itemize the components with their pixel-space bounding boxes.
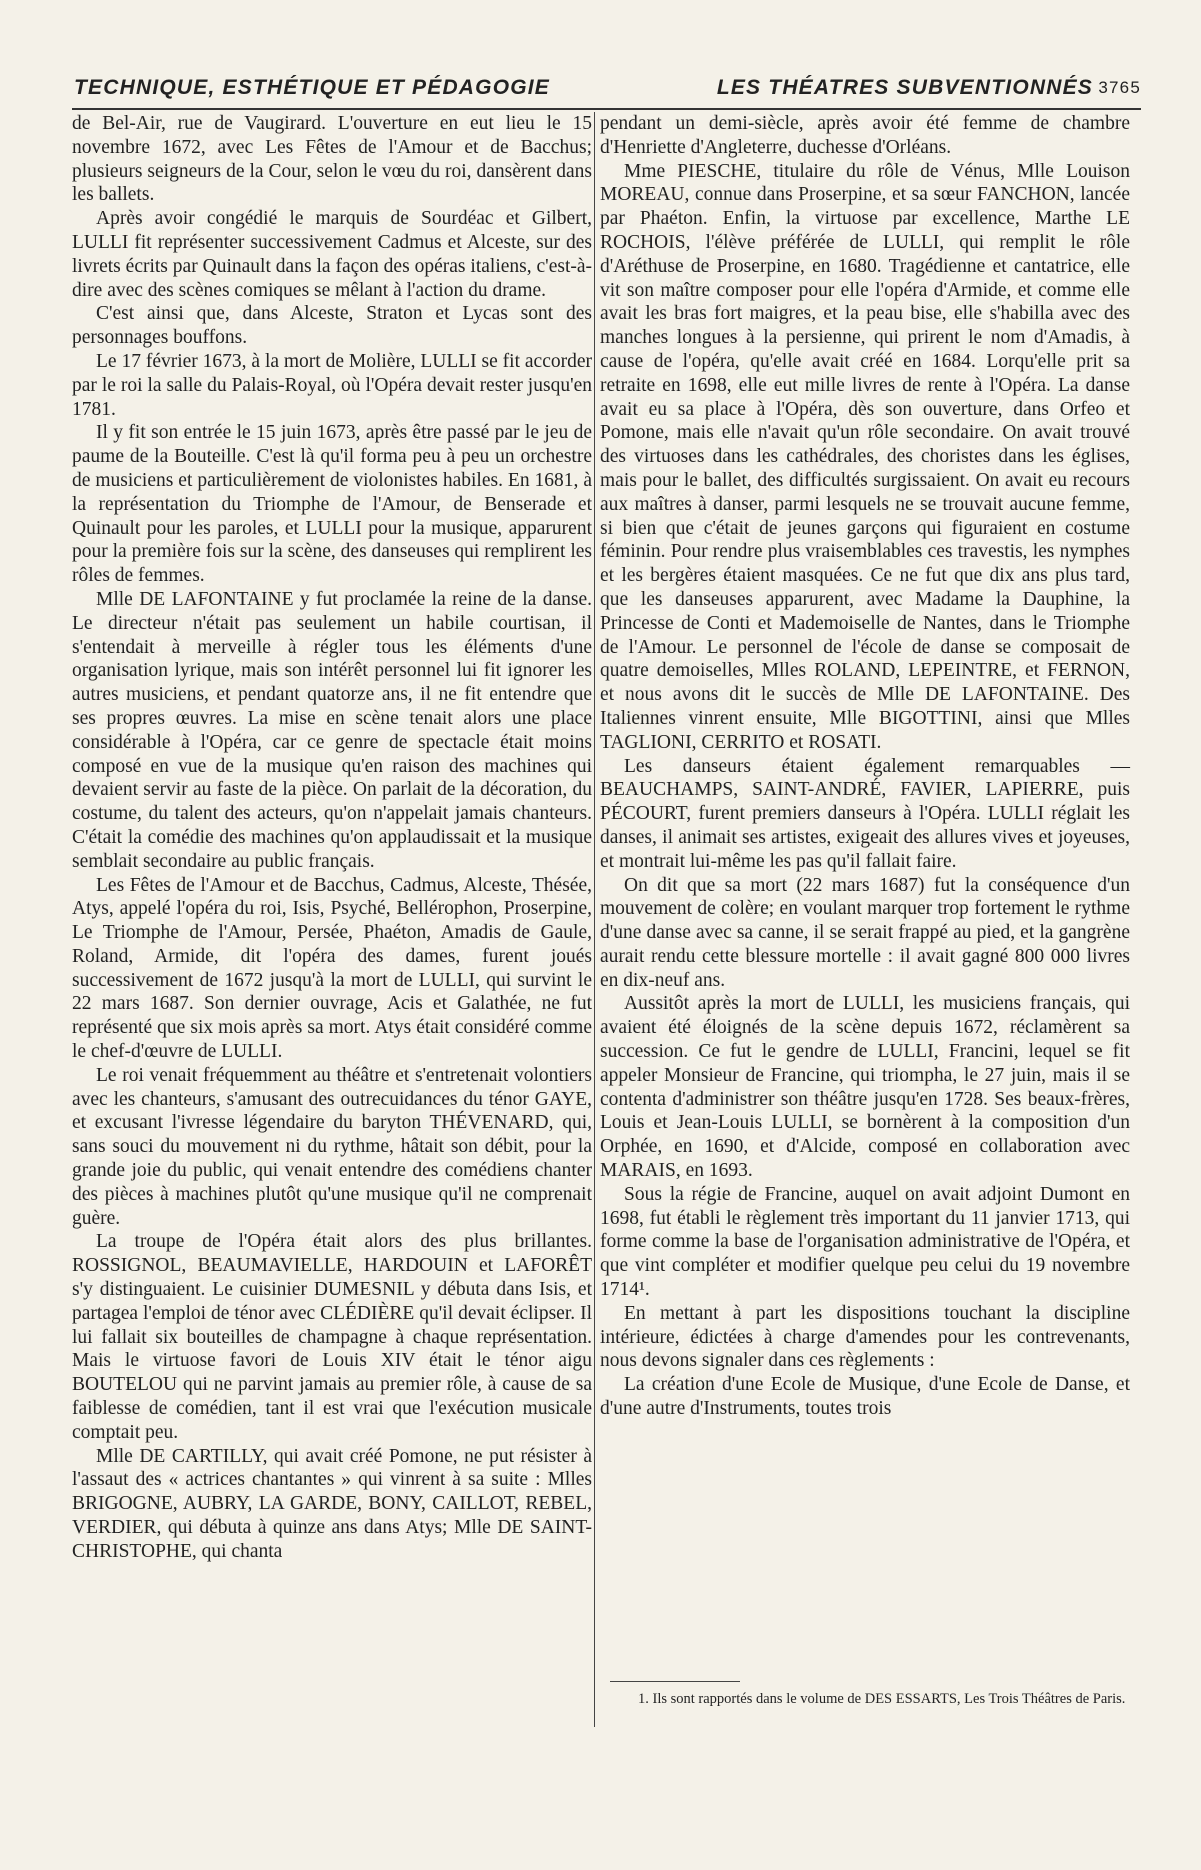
- paragraph: Après avoir congédié le marquis de Sourdéac et Gilbert, LULLI fit représenter successivement Cadmus et Alceste, sur des livrets écrits par Quinault dans la façon des opéras italiens, c'est-à-dire avec des scènes comiques se mêlant à l'action du drame.: [72, 208, 592, 301]
- left-column: [72, 112, 592, 1564]
- header-right-title: LES THÉATRES SUBVENTIONNÉS: [716, 76, 1093, 99]
- paragraph: pendant un demi-siècle, après avoir été femme de chambre d'Henriette d'Angleterre, duchesse d'Orléans.: [600, 113, 1130, 158]
- paragraph: Le roi venait fréquemment au théâtre et s'entretenait volontiers avec les chanteurs, s'amusant des outrecuidances du ténor GAYE, et excusant l'ivresse légendaire du baryton THÉVENARD, qui, sans souci du mouvement ni du rythme, hâtait son débit, pour la grande joie du public, qui venait entendre des comédiens chanter des pièces à machines plutôt qu'une musique qu'il ne comprenait guère.: [72, 1064, 592, 1229]
- right-column: [600, 112, 1130, 1421]
- paragraph: Les Fêtes de l'Amour et de Bacchus, Cadmus, Alceste, Thésée, Atys, appelé l'opéra du roi, Isis, Psyché, Bellérophon, Proserpine, Le Triomphe de l'Amour, Persée, Phaéton, Amadis de Gaule, Roland, Armide, dit l'opéra des dames, furent joués successivement de 1672 jusqu'à la mort de LULLI, qui survint le 22 mars 1687. Son dernier ouvrage, Acis et Galathée, ne fut représenté que six mois après sa mort. Atys était considéré comme le chef-d'œuvre de LULLI.: [72, 874, 592, 1063]
- footnote-rule: [610, 1681, 740, 1682]
- paragraph: C'est ainsi que, dans Alceste, Straton et Lycas sont des personnages bouffons.: [72, 303, 592, 349]
- paragraph: de Bel-Air, rue de Vaugirard. L'ouverture en eut lieu le 15 novembre 1672, avec Les Fêtes de l'Amour et de Bacchus; plusieurs seigneurs de la Cour, selon le vœu du roi, dansèrent dans les ballets.: [72, 113, 592, 206]
- paragraph: En mettant à part les dispositions touchant la discipline intérieure, édictées à charge d'amendes pour les contrevenants, nous devons signaler dans ces règlements :: [600, 1302, 1130, 1372]
- paragraph: Mlle DE LAFONTAINE y fut proclamée la reine de la danse. Le directeur n'était pas seulement un habile courtisan, il s'entendait à merveille à régler tous les éléments d'une organisation lyrique, mais son intérêt personnel lui fit ignorer les autres musiciens, et pendant quatorze ans, il ne fit entendre que ses propres œuvres. La mise en scène tenait alors une place considérable à l'Opéra, car ce genre de spectacle était moins composé en vue de la musique qu'en raison des machines qui devaient servir au faste de la pièce. On parlait de la décoration, du costume, du talent des acteurs, qu'on n'appelait jamais chanteurs. C'était la comédie des machines qu'on applaudissait et la musique semblait secondaire au public français.: [72, 588, 592, 872]
- paragraph: Le 17 février 1673, à la mort de Molière, LULLI se fit accorder par le roi la salle du Palais-Royal, où l'Opéra devait rester jusqu'en 1781.: [72, 350, 592, 420]
- paragraph: Sous la régie de Francine, auquel on avait adjoint Dumont en 1698, fut établi le règlement très important du 11 janvier 1713, qui forme comme la base de l'organisation administrative de l'Opéra, et que vint compléter et modifier quelque peu celui du 19 novembre 1714¹.: [600, 1183, 1130, 1301]
- page-number: 3765: [1098, 78, 1141, 97]
- paragraph: Mme PIESCHE, titulaire du rôle de Vénus, Mlle Louison MOREAU, connue dans Proserpine, et sa sœur FANCHON, lancée par Phaéton. Enfin, la virtuose par excellence, Marthe LE ROCHOIS, l'élève préférée de LULLI, qui remplit le rôle d'Aréthuse de Proserpine, en 1680. Tragédienne et cantatrice, elle vit son maître composer pour elle l'opéra d'Armide, et comme elle avait les bras fort maigres, et la peau bise, elle s'habilla avec des manches longues à la persienne, qui prirent le nom d'Amadis, à cause de l'opéra, qu'elle avait créé en 1684. Lorqu'elle prit sa retraite en 1698, elle eut mille livres de rente à l'Opéra. La danse avait eu sa place à l'Opéra, dès son ouverture, dans Orfeo et Pomone, mais elle n'avait qu'un rôle secondaire. On avait trouvé des virtuoses dans les cathédrales, des choristes dans les églises, mais pour le ballet, des difficultés surgissaient. On avait eu recours aux maîtres à danser, parmi lesquels ne se trouvait aucune femme, si bien que c'était de jeunes garçons qui figuraient en costume féminin. Pour rendre plus vraisemblables ces travestis, les nymphes et les bergères étaient masquées. Ce ne fut que dix ans plus tard, que les danseuses apparurent, avec Madame la Dauphine, la Princesse de Conti et Mademoiselle de Nantes, dans le Triomphe de l'Amour. Le personnel de l'école de danse se composait de quatre demoiselles, Mlles ROLAND, LEPEINTRE, et FERNON, et nous avons dit le succès de Mlle DE LAFONTAINE. Des Italiennes vinrent ensuite, Mlle BIGOTTINI, ainsi que Mlles TAGLIONI, CERRITO et ROSATI.: [600, 160, 1130, 753]
- paragraph: Il y fit son entrée le 15 juin 1673, après être passé par le jeu de paume de la Bouteille. C'est là qu'il forma peu à peu un orchestre de musiciens et particulièrement de violonistes habiles. En 1681, à la représentation du Triomphe de l'Amour, de Benserade et Quinault pour les paroles, et LULLI pour la musique, apparurent pour la première fois sur la scène, des danseuses qui remplirent les rôles de femmes.: [72, 422, 592, 587]
- paragraph: La troupe de l'Opéra était alors des plus brillantes. ROSSIGNOL, BEAUMAVIELLE, HARDOUIN et LAFORÊT s'y distinguaient. Le cuisinier DUMESNIL y débuta dans Isis, et partagea l'emploi de ténor avec CLÉDIÈRE qu'il devait éclipser. Il lui fallait six bouteilles de champagne à chaque représentation. Mais le virtuose favori de Louis XIV était le ténor aigu BOUTELOU qui ne parvint jamais au premier rôle, à cause de sa faiblesse de comédien, tant il est vrai que l'exécution musicale comptait peu.: [72, 1231, 592, 1443]
- paragraph: Les danseurs étaient également remarquables — BEAUCHAMPS, SAINT-ANDRÉ, FAVIER, LAPIERRE, puis PÉCOURT, furent premiers danseurs à l'Opéra. LULLI réglait les danses, il animait ses artistes, exigeait des allures vives et joyeuses, et montrait lui-même les pas qu'il fallait faire.: [600, 755, 1130, 872]
- footnote: 1. Ils sont rapportés dans le volume de DES ESSARTS, Les Trois Théâtres de Paris.: [638, 1691, 1126, 1707]
- paragraph: Aussitôt après la mort de LULLI, les musiciens français, qui avaient été éloignés de la scène depuis 1672, réclamèrent sa succession. Ce fut le gendre de LULLI, Francini, lequel se fit appeler Monsieur de Francine, qui triompha, le 27 juin, mais il se contenta d'administrer son théâtre jusqu'en 1728. Ses beaux-frères, Louis et Jean-Louis LULLI, se bornèrent à la composition d'un Orphée, en 1690, et d'Alcide, composé en collaboration avec MARAIS, en 1693.: [600, 993, 1130, 1182]
- header-left-title: TECHNIQUE, ESTHÉTIQUE ET PÉDAGOGIE: [74, 76, 551, 99]
- running-header: [72, 72, 1141, 110]
- paragraph: La création d'une Ecole de Musique, d'une Ecole de Danse, et d'une autre d'Instruments, toutes trois: [600, 1374, 1130, 1420]
- paragraph: Mlle DE CARTILLY, qui avait créé Pomone, ne put résister à l'assaut des « actrices chantantes » qui vinrent à sa suite : Mlles BRIGOGNE, AUBRY, LA GARDE, BONY, CAILLOT, REBEL, VERDIER, qui débuta à quinze ans dans Atys; Mlle DE SAINT-CHRISTOPHE, qui chanta: [72, 1445, 592, 1562]
- paragraph: On dit que sa mort (22 mars 1687) fut la conséquence d'un mouvement de colère; en voulant marquer trop fortement le rythme d'une danse avec sa canne, il se serait frappé au pied, et la gangrène aurait rendu cette blessure mortelle : il avait gagné 800 000 livres en dix-neuf ans.: [600, 874, 1130, 991]
- column-divider: [594, 112, 595, 1727]
